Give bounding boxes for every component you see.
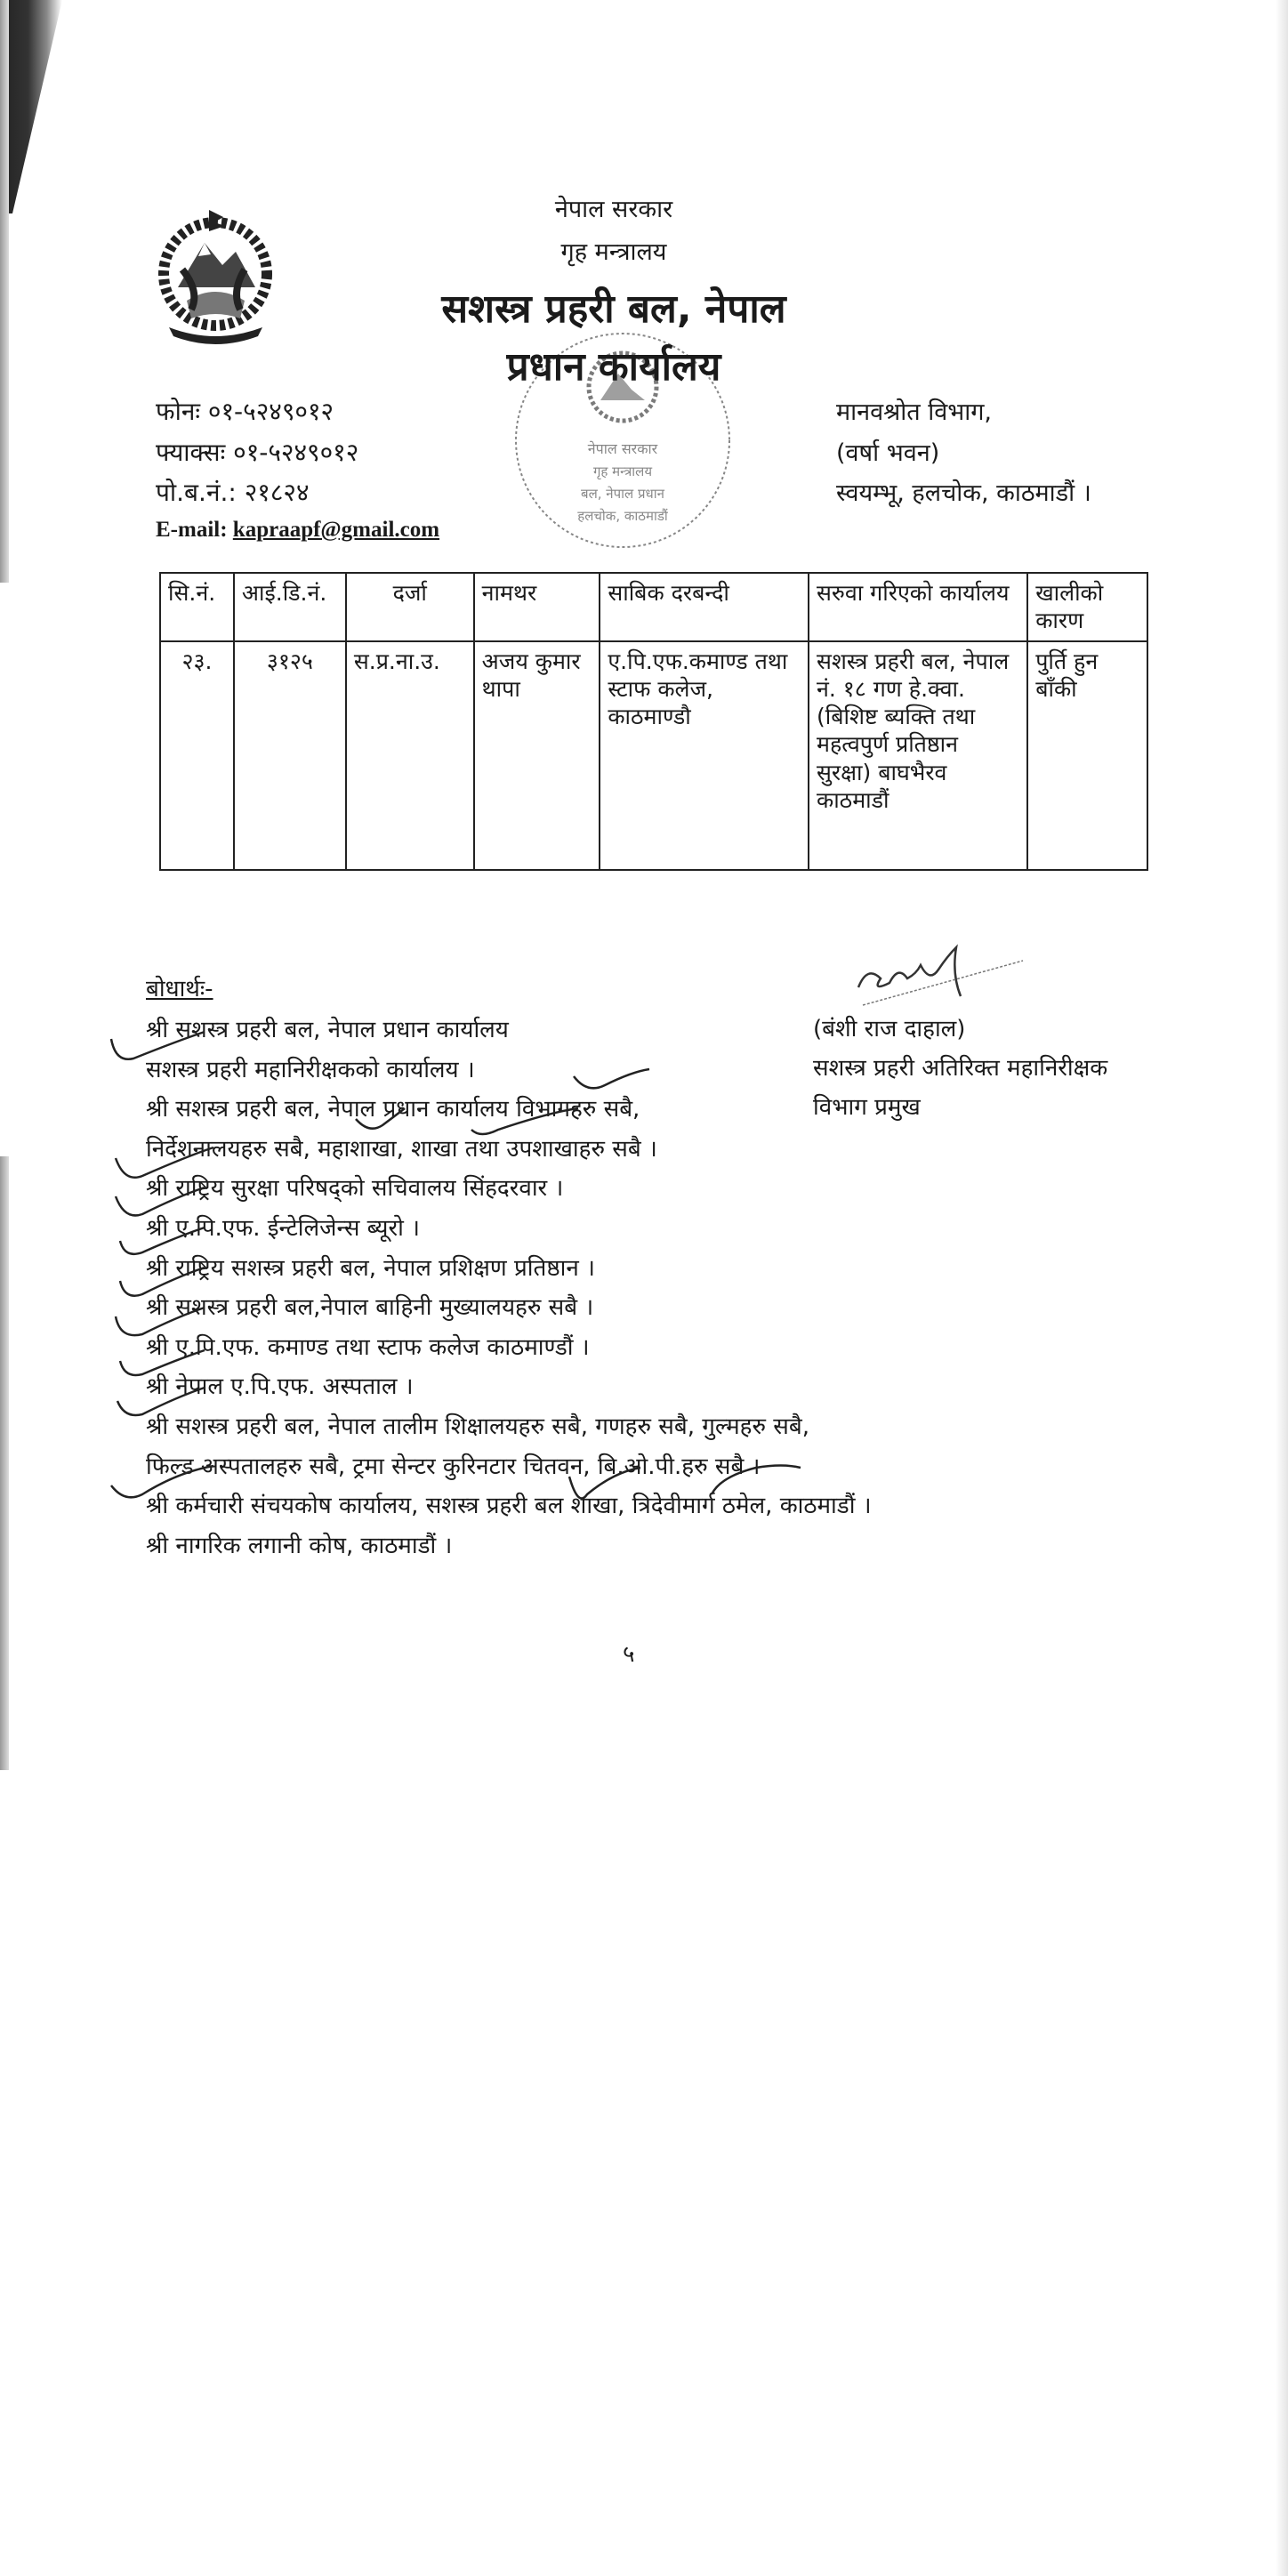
cc-recipient: निर्देशनालयहरु सबै, महाशाखा, शाखा तथा उपशाखाहरु सबै । <box>146 1135 657 1163</box>
government-name: नेपाल सरकार <box>554 196 673 223</box>
cell-transferred-office: सशस्त्र प्रहरी बल, नेपाल नं. १८ गण हे.क्वा. (बिशिष्ट ब्यक्ति तथा महत्वपुर्ण प्रतिष्ठान सुरक्षा) बाघभैरव काठमाडौं <box>809 641 1027 871</box>
cell-rank: स.प्र.ना.उ. <box>346 641 474 871</box>
cc-recipient: श्री नेपाल ए.पि.एफ. अस्पताल । <box>146 1373 414 1401</box>
scan-edge <box>0 1156 9 1770</box>
cc-recipient: श्री सशस्त्र प्रहरी बल, नेपाल प्रधान कार्यालय विभागहरु सबै, <box>146 1096 640 1123</box>
cc-recipient: श्री नागरिक लगानी कोष, काठमाडौं । <box>146 1532 453 1559</box>
header-previous-post: साबिक दरबन्दी <box>600 573 809 641</box>
cc-recipient: श्री सशस्त्र प्रहरी बल,नेपाल बाहिनी मुख्यालयहरु सबै । <box>146 1294 594 1322</box>
email-label: E-mail: <box>156 518 228 542</box>
header-id: आई.डि.नं. <box>234 573 346 641</box>
cc-recipient: श्री ए.पि.एफ. कमाण्ड तथा स्टाफ कलेज काठमाण्डौं । <box>146 1333 590 1361</box>
scan-edge <box>0 0 62 213</box>
header-vacancy-reason: खालीको कारण <box>1027 573 1147 641</box>
svg-text:नेपाल सरकार: नेपाल सरकार <box>587 440 658 457</box>
cell-id: ३१२५ <box>234 641 346 871</box>
svg-text:गृह मन्त्रालय: गृह मन्त्रालय <box>592 463 653 479</box>
email-link[interactable]: kapraapf@gmail.com <box>232 518 440 542</box>
fax-number: फ्याक्सः ०१-५२४९०१२ <box>156 438 359 467</box>
cc-recipient: श्री ए.पि.एफ. ईन्टेलिजेन्स ब्यूरो । <box>146 1215 420 1242</box>
signatory-name: (बंशी राज दाहाल) <box>813 1016 966 1042</box>
office-address: स्वयम्भू, हलचोक, काठमाडौं । <box>836 479 1091 507</box>
cell-name: अजय कुमार थापा <box>474 641 600 871</box>
cc-recipient: श्री सशस्त्र प्रहरी बल, नेपाल प्रधान कार्यालय <box>146 1017 509 1043</box>
cc-recipient: श्री राष्ट्रिय सशस्त्र प्रहरी बल, नेपाल प्रशिक्षण प्रतिष्ठान । <box>146 1254 595 1282</box>
handwritten-check-marks <box>107 1023 907 1521</box>
building-name: (वर्षा भवन) <box>836 439 940 467</box>
cell-vacancy-reason: पुर्ति हुन बाँकी <box>1027 641 1147 871</box>
signature <box>845 938 1032 1014</box>
cc-heading: बोधार्थः- <box>146 976 213 1002</box>
po-box: पो.ब.नं.: २१८२४ <box>156 478 310 507</box>
department-name: मानवश्रोत विभाग, <box>836 398 992 426</box>
organization-name: सशस्त्र प्रहरी बल, नेपाल <box>441 286 786 332</box>
cc-recipient: श्री सशस्त्र प्रहरी बल, नेपाल तालीम शिक्षालयहरु सबै, गणहरु सबै, गुल्महरु सबै, <box>146 1413 809 1440</box>
transfer-table <box>159 572 1148 871</box>
office-name: प्रधान कार्यालय <box>506 344 721 390</box>
signatory-designation: सशस्त्र प्रहरी अतिरिक्त महानिरीक्षक <box>813 1055 1108 1082</box>
header-rank: दर्जा <box>346 573 474 641</box>
header-serial: सि.नं. <box>160 573 234 641</box>
page-number: ५ <box>623 1641 635 1668</box>
email-line <box>156 518 439 543</box>
header-transferred-office: सरुवा गरिएको कार्यालय <box>809 573 1027 641</box>
cc-recipient: फिल्ड अस्पतालहरु सबै, ट्रमा सेन्टर कुरिनटार चितवन, बि.ओ.पी.हरु सबै । <box>146 1453 761 1480</box>
header-name: नामथर <box>474 573 600 641</box>
svg-text:बल, नेपाल प्रधान: बल, नेपाल प्रधान <box>581 486 664 502</box>
cell-serial: २३. <box>160 641 234 871</box>
table-header-row <box>160 573 1147 641</box>
cc-recipient: सशस्त्र प्रहरी महानिरीक्षकको कार्यालय । <box>146 1056 475 1083</box>
scan-edge <box>1276 0 1288 2576</box>
phone-number: फोनः ०१-५२४९०१२ <box>156 397 334 426</box>
ministry-name: गृह मन्त्रालय <box>560 238 667 266</box>
cc-recipient: श्री कर्मचारी संचयकोष कार्यालय, सशस्त्र प्रहरी बल शाखा, त्रिदेवीमार्ग ठमेल, काठमाडौं । <box>146 1493 872 1520</box>
svg-text:हलचोक, काठमाडौं: हलचोक, काठमाडौं <box>577 508 668 524</box>
cell-previous-post: ए.पि.एफ.कमाण्ड तथा स्टाफ कलेज, काठमाण्डौ <box>600 641 809 871</box>
table-row <box>160 641 1147 871</box>
signatory-role: विभाग प्रमुख <box>813 1094 921 1121</box>
cc-recipient: श्री राष्ट्रिय सुरक्षा परिषद्को सचिवालय सिंहदरवार । <box>146 1175 564 1203</box>
